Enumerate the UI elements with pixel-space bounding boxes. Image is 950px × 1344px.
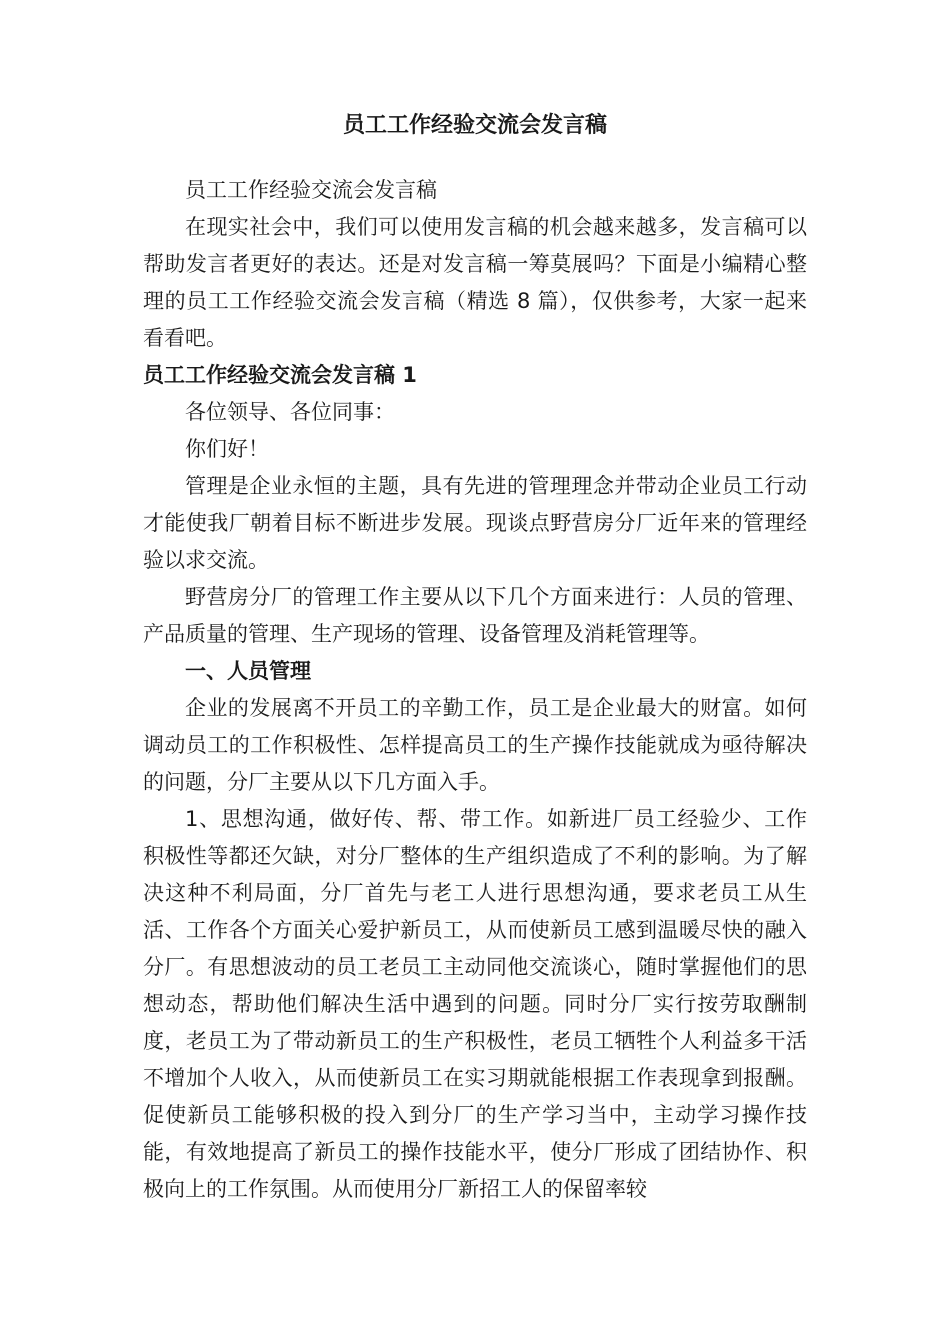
intro-paragraph: 在现实社会中，我们可以使用发言稿的机会越来越多，发言稿可以帮助发言者更好的表达。还是对发言稿一筹莫展吗？下面是小编精心整理的员工工作经验交流会发言稿（精选 8 篇），仅供参考，大家一起来看看吧。	[143, 215, 807, 350]
section-heading: 员工工作经验交流会发言稿 1	[143, 363, 417, 387]
body-paragraph: 各位领导、各位同事：	[185, 400, 395, 424]
body-paragraph: 你们好！	[185, 437, 269, 461]
subsection-heading: 一、人员管理	[185, 659, 311, 683]
body-paragraph: 1、思想沟通，做好传、帮、带工作。如新进厂员工经验少、工作积极性等都还欠缺，对分厂整体的生产组织造成了不利的影响。为了解决这种不利局面，分厂首先与老工人进行思想沟通，要求老员工从生活、工作各个方面关心爱护新员工，从而使新员工感到温暖尽快的融入分厂。有思想波动的员工老员工主动同他交流谈心，随时掌握他们的思想动态，帮助他们解决生活中遇到的问题。同时分厂实行按劳取酬制度，老员工为了带动新员工的生产积极性，老员工牺牲个人利益多干活不增加个人收入，从而使新员工在实习期就能根据工作表现拿到报酬。促使新员工能够积极的投入到分厂的生产学习当中，主动学习操作技能，有效地提高了新员工的操作技能水平，使分厂形成了团结协作、积极向上的工作氛围。从而使用分厂新招工人的保留率较	[143, 807, 807, 1201]
body-paragraph: 管理是企业永恒的主题，具有先进的管理理念并带动企业员工行动才能使我厂朝着目标不断进步发展。现谈点野营房分厂近年来的管理经验以求交流。	[143, 474, 807, 572]
document-title: 员工工作经验交流会发言稿	[342, 113, 607, 138]
body-paragraph: 企业的发展离不开员工的辛勤工作，员工是企业最大的财富。如何调动员工的工作积极性、怎样提高员工的生产操作技能就成为亟待解决的问题，分厂主要从以下几方面入手。	[143, 696, 807, 794]
body-paragraph: 野营房分厂的管理工作主要从以下几个方面来进行：人员的管理、产品质量的管理、生产现场的管理、设备管理及消耗管理等。	[143, 585, 807, 646]
intro-paragraph: 员工工作经验交流会发言稿	[185, 178, 437, 202]
